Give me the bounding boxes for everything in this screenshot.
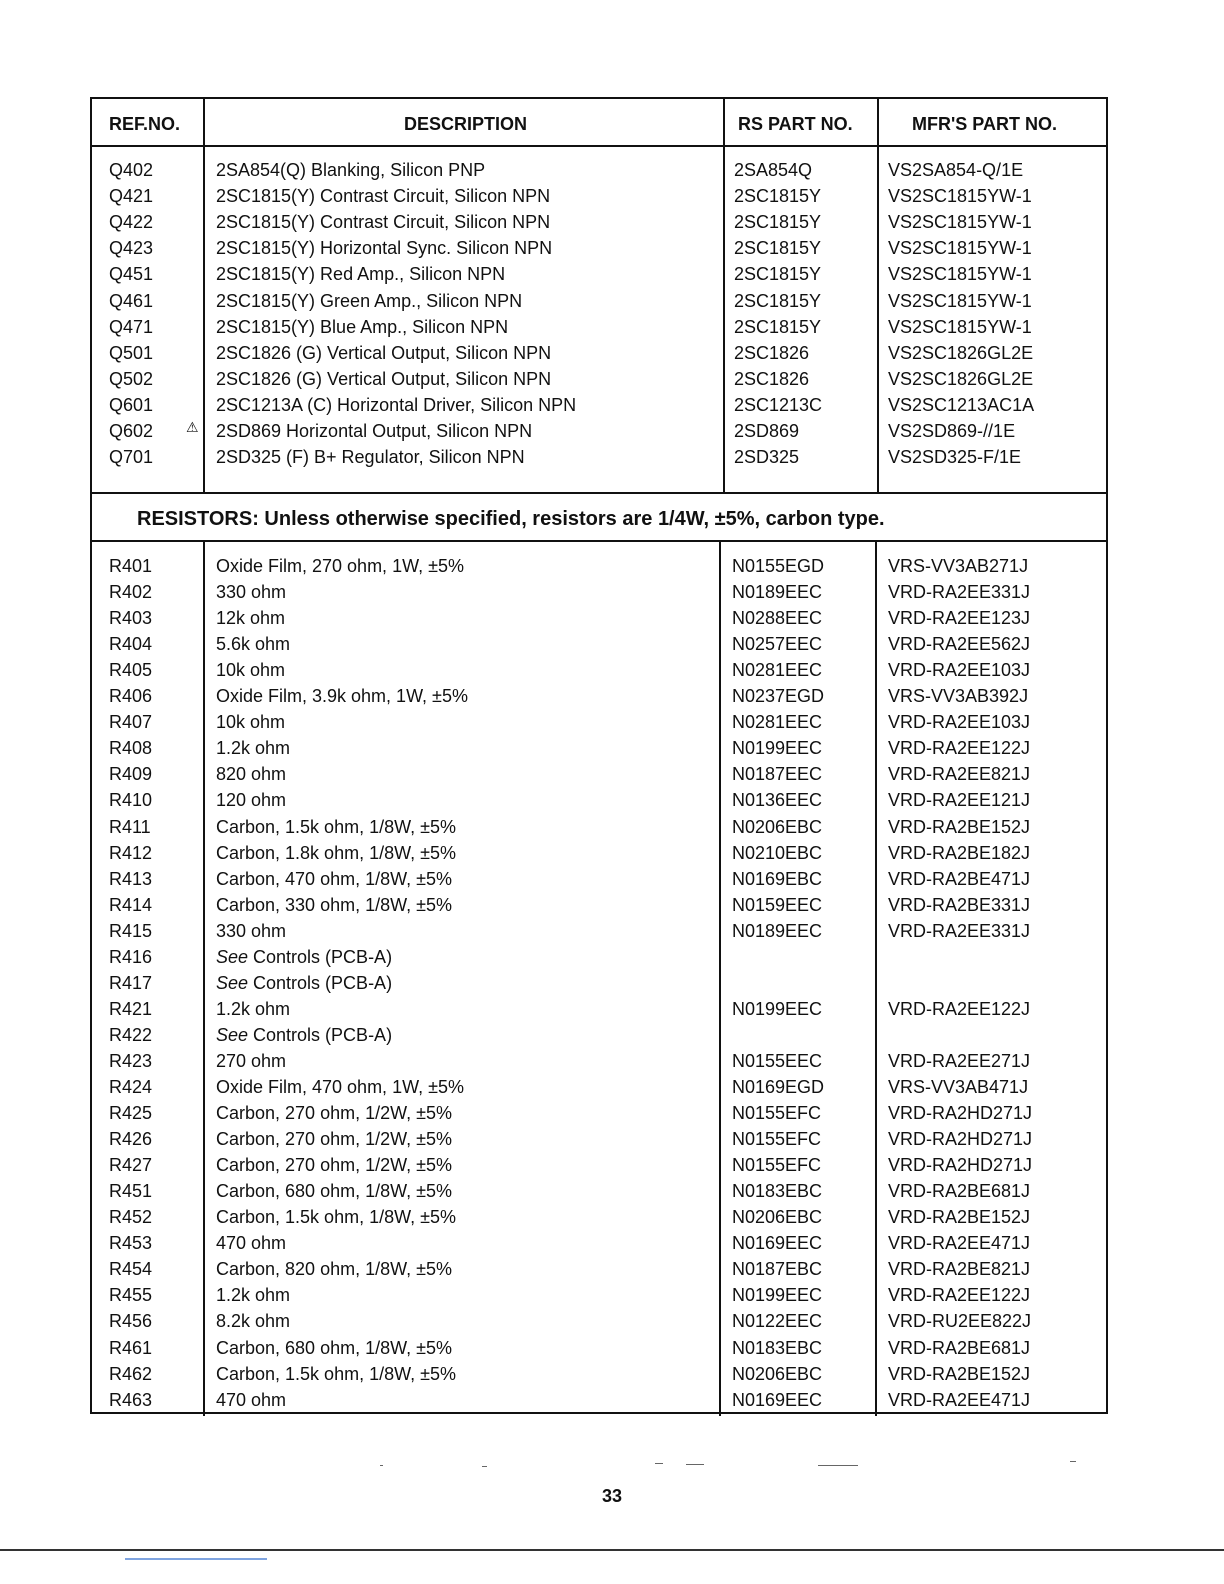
rs-part-no-cell: N0206EBC [732, 1207, 823, 1228]
ref-no-cell: Q701 [109, 447, 154, 468]
rs-part-no-cell: 2SC1815Y [734, 264, 822, 285]
description-cell: 1.2k ohm [216, 998, 291, 1019]
rs-part-no-cell: N0281EEC [732, 712, 823, 733]
description-cell: 2SC1826 (G) Vertical Output, Silicon NPN [216, 368, 552, 389]
rs-part-no-cell: N0122EEC [732, 1311, 823, 1332]
header-ref-no: REF.NO. [109, 114, 181, 134]
rs-part-no-cell: N0288EEC [732, 608, 823, 629]
table-row [92, 235, 1106, 261]
description-cell: 120 ohm [216, 790, 287, 811]
table-row [92, 735, 1106, 761]
table-row [92, 1100, 1106, 1126]
mfr-part-no-cell: VS2SD869-//1E [888, 421, 1016, 441]
table-row [92, 1361, 1106, 1387]
table-row [92, 288, 1106, 314]
scan-speck [482, 1466, 487, 1467]
mfr-part-no-cell: VRD-RA2BE152J [888, 1363, 1031, 1384]
table-row [92, 657, 1106, 683]
table-row [92, 1387, 1106, 1413]
rs-part-no-cell: N0237EGD [732, 686, 825, 707]
description-cell: Carbon, 1.5k ohm, 1/8W, ±5% [216, 1207, 456, 1228]
rs-part-no-cell: N0187EBC [732, 1259, 823, 1280]
rs-part-no-cell: N0155EGD [732, 556, 825, 576]
ref-no-cell: Q602 [109, 421, 154, 441]
table-row [92, 605, 1106, 631]
ref-no-cell: Q471 [109, 316, 154, 337]
table-row [92, 840, 1106, 866]
header-description: DESCRIPTION [404, 114, 528, 134]
mfr-part-no-cell: VRD-RA2HD271J [888, 1155, 1033, 1176]
mfr-part-no-cell: VRS-VV3AB271J [888, 556, 1029, 576]
rs-part-no-cell: N0189EEC [732, 582, 823, 603]
mfr-part-no-cell: VRD-RA2EE103J [888, 660, 1031, 681]
rs-part-no-cell: 2SA854Q [734, 160, 813, 180]
table-row [92, 683, 1106, 709]
rs-part-no-cell: N0159EEC [732, 894, 823, 915]
ref-no-cell: R412 [109, 842, 153, 863]
table-row [92, 1178, 1106, 1204]
rs-part-no-cell: N0187EEC [732, 764, 823, 785]
rs-part-no-cell: N0206EBC [732, 1363, 823, 1384]
table-row [92, 1282, 1106, 1308]
description-cell: Carbon, 470 ohm, 1/8W, ±5% [216, 868, 453, 889]
header-mfr-part-no: MFR'S PART NO. [912, 114, 1057, 134]
description-cell: 8.2k ohm [216, 1311, 291, 1332]
rs-part-no-cell: N0281EEC [732, 660, 823, 681]
ref-no-cell: R425 [109, 1103, 153, 1124]
rs-part-no-cell: N0155EFC [732, 1129, 822, 1150]
ref-no-cell: R411 [109, 816, 151, 837]
mfr-part-no-cell: VRD-RA2EE271J [888, 1050, 1031, 1071]
mfr-part-no-cell: VRD-RA2BE821J [888, 1259, 1031, 1280]
rs-part-no-cell: 2SD325 [734, 447, 800, 468]
ref-no-cell: R401 [109, 556, 153, 576]
mfr-part-no-cell: VRD-RA2EE103J [888, 712, 1031, 733]
rs-part-no-cell: 2SC1815Y [734, 186, 822, 207]
mfr-part-no-cell: VRD-RA2BE182J [888, 842, 1031, 863]
mfr-part-no-cell: VRS-VV3AB471J [888, 1077, 1029, 1097]
rs-part-no-cell: 2SC1815Y [734, 212, 822, 233]
mfr-part-no-cell: VS2SC1815YW-1 [888, 186, 1032, 207]
description-cell: 5.6k ohm [216, 634, 291, 655]
table-row [92, 814, 1106, 840]
description-text: Controls (PCB-A) [248, 946, 393, 967]
mfr-part-no-cell: VRD-RA2EE331J [888, 920, 1031, 941]
table-row [92, 444, 1106, 470]
ref-no-cell: Q423 [109, 238, 154, 259]
table-row [92, 892, 1106, 918]
scan-speck [655, 1463, 663, 1464]
mfr-part-no-cell: VRD-RA2EE122J [888, 998, 1031, 1019]
mfr-part-no-cell: VS2SC1815YW-1 [888, 212, 1032, 233]
ref-no-cell: Q601 [109, 394, 154, 415]
ref-no-cell: R461 [109, 1337, 153, 1358]
mfr-part-no-cell: VRD-RA2HD271J [888, 1103, 1033, 1124]
ref-no-cell: R416 [109, 946, 153, 967]
mfr-part-no-cell: VS2SC1815YW-1 [888, 290, 1032, 311]
mfr-part-no-cell: VRD-RA2EE123J [888, 608, 1031, 629]
see-label: See [216, 972, 249, 993]
description-cell: 2SC1815(Y) Contrast Circuit, Silicon NPN [216, 186, 551, 207]
mfr-part-no-cell: VRD-RA2BE152J [888, 816, 1031, 837]
description-cell: 2SC1815(Y) Contrast Circuit, Silicon NPN [216, 212, 551, 233]
description-cell: Carbon, 1.8k ohm, 1/8W, ±5% [216, 842, 456, 863]
description-cell: 2SD869 Horizontal Output, Silicon NPN [216, 421, 533, 441]
ref-no-cell: R423 [109, 1050, 153, 1071]
table-row [92, 366, 1106, 392]
description-cell: 10k ohm [216, 712, 286, 733]
mfr-part-no-cell: VRS-VV3AB392J [888, 686, 1029, 707]
ref-no-cell: Q421 [109, 186, 154, 207]
ref-no-cell: R408 [109, 738, 153, 759]
ref-no-cell: R404 [109, 634, 153, 655]
rs-part-no-cell: N0155EFC [732, 1103, 822, 1124]
description-cell: 2SD325 (F) B+ Regulator, Silicon NPN [216, 447, 525, 468]
table-row [92, 761, 1106, 787]
bottom-rule [0, 1549, 1224, 1551]
description-cell: 2SC1815(Y) Red Amp., Silicon NPN [216, 264, 506, 285]
description-cell: Carbon, 270 ohm, 1/2W, ±5% [216, 1155, 453, 1176]
mfr-part-no-cell: VRD-RA2EE122J [888, 738, 1031, 759]
table-row [92, 418, 1106, 444]
description-cell: Carbon, 820 ohm, 1/8W, ±5% [216, 1259, 453, 1280]
table-row [92, 1022, 1106, 1048]
mfr-part-no-cell: VS2SC1826GL2E [888, 342, 1034, 363]
description-cell [216, 1022, 392, 1048]
rs-part-no-cell: N0169EEC [732, 1389, 823, 1410]
ref-no-cell: R405 [109, 660, 153, 681]
mfr-part-no-cell: VRD-RA2EE122J [888, 1285, 1031, 1306]
table-row [92, 1335, 1106, 1361]
table-header [92, 99, 1106, 147]
ref-no-cell: R422 [109, 1024, 153, 1045]
ref-no-cell: R409 [109, 764, 153, 785]
description-cell: 330 ohm [216, 582, 287, 603]
table-row [92, 392, 1106, 418]
ref-no-cell: R415 [109, 920, 153, 941]
see-label: See [216, 1024, 249, 1045]
rs-part-no-cell: 2SC1826 [734, 368, 810, 389]
description-cell: 470 ohm [216, 1233, 287, 1254]
ref-no-cell: Q501 [109, 342, 154, 363]
description-cell: 820 ohm [216, 764, 287, 785]
table-row [92, 183, 1106, 209]
mfr-part-no-cell: VRD-RA2BE331J [888, 894, 1031, 915]
table-row [92, 918, 1106, 944]
description-cell: Oxide Film, 270 ohm, 1W, ±5% [216, 556, 464, 576]
ref-no-cell: R417 [109, 972, 153, 993]
rs-part-no-cell: N0169EBC [732, 868, 823, 889]
see-label: See [216, 946, 249, 967]
table-row [92, 340, 1106, 366]
description-cell: 2SA854(Q) Blanking, Silicon PNP [216, 160, 486, 180]
mfr-part-no-cell: VRD-RA2BE681J [888, 1337, 1031, 1358]
mfr-part-no-cell: VRD-RA2EE821J [888, 764, 1031, 785]
ref-no-cell: R463 [109, 1389, 153, 1410]
ref-no-cell: Q502 [109, 368, 154, 389]
rs-part-no-cell: 2SD869 [734, 421, 800, 441]
ref-no-cell: Q422 [109, 212, 154, 233]
table-row [92, 1152, 1106, 1178]
description-text: Controls (PCB-A) [248, 1024, 393, 1045]
rs-part-no-cell: N0183EBC [732, 1337, 823, 1358]
rs-part-no-cell: N0169EEC [732, 1233, 823, 1254]
resistor-section-header [92, 492, 1106, 542]
rs-part-no-cell: N0183EBC [732, 1181, 823, 1202]
ref-no-cell: R414 [109, 894, 153, 915]
scan-speck [380, 1465, 383, 1466]
mfr-part-no-cell: VS2SC1815YW-1 [888, 238, 1032, 259]
caution-triangle-icon: ⚠ [186, 419, 199, 435]
mfr-part-no-cell: VS2SC1213AC1A [888, 394, 1035, 415]
ref-no-cell: R455 [109, 1285, 153, 1306]
bottom-link-underline [125, 1558, 267, 1560]
mfr-part-no-cell: VS2SA854-Q/1E [888, 160, 1024, 180]
ref-no-cell: R454 [109, 1259, 153, 1280]
description-cell: 2SC1213A (C) Horizontal Driver, Silicon NPN [216, 394, 577, 415]
ref-no-cell: R424 [109, 1077, 153, 1097]
rs-part-no-cell: 2SC1826 [734, 342, 810, 363]
description-cell: 2SC1815(Y) Blue Amp., Silicon NPN [216, 316, 509, 337]
mfr-part-no-cell: VS2SC1815YW-1 [888, 316, 1032, 337]
description-cell: Carbon, 1.5k ohm, 1/8W, ±5% [216, 816, 456, 837]
ref-no-cell: R406 [109, 686, 153, 707]
table-row [92, 157, 1106, 183]
mfr-part-no-cell: VRD-RA2EE471J [888, 1389, 1031, 1410]
mfr-part-no-cell: VRD-RA2EE562J [888, 634, 1031, 655]
ref-no-cell: R453 [109, 1233, 153, 1254]
description-cell: 1.2k ohm [216, 738, 291, 759]
table-row [92, 970, 1106, 996]
description-cell: Oxide Film, 470 ohm, 1W, ±5% [216, 1077, 464, 1097]
description-cell: 12k ohm [216, 608, 286, 629]
description-cell: Carbon, 270 ohm, 1/2W, ±5% [216, 1129, 453, 1150]
scan-speck [686, 1464, 704, 1465]
table-row [92, 709, 1106, 735]
description-cell: 1.2k ohm [216, 1285, 291, 1306]
table-row [92, 553, 1106, 579]
table-row [92, 261, 1106, 287]
ref-no-cell: R402 [109, 582, 153, 603]
table-row [92, 944, 1106, 970]
rs-part-no-cell: 2SC1815Y [734, 290, 822, 311]
table-row [92, 996, 1106, 1022]
table-row [92, 1256, 1106, 1282]
rs-part-no-cell: N0189EEC [732, 920, 823, 941]
rs-part-no-cell: N0210EBC [732, 842, 823, 863]
table-row [92, 1204, 1106, 1230]
ref-no-cell: R452 [109, 1207, 153, 1228]
mfr-part-no-cell: VRD-RU2EE822J [888, 1311, 1032, 1332]
ref-no-cell: Q402 [109, 160, 154, 180]
ref-no-cell: R427 [109, 1155, 153, 1176]
mfr-part-no-cell: VS2SC1815YW-1 [888, 264, 1032, 285]
description-cell: 2SC1826 (G) Vertical Output, Silicon NPN [216, 342, 552, 363]
rs-part-no-cell: N0155EEC [732, 1050, 823, 1071]
rs-part-no-cell: N0169EGD [732, 1077, 825, 1097]
ref-no-cell: R451 [109, 1181, 153, 1202]
rs-part-no-cell: N0155EFC [732, 1155, 822, 1176]
table-row [92, 209, 1106, 235]
mfr-part-no-cell: VS2SD325-F/1E [888, 447, 1022, 468]
rs-part-no-cell: N0206EBC [732, 816, 823, 837]
rs-part-no-cell: N0199EEC [732, 738, 823, 759]
rs-part-no-cell: 2SC1815Y [734, 238, 822, 259]
mfr-part-no-cell: VS2SC1826GL2E [888, 368, 1034, 389]
description-cell: Carbon, 680 ohm, 1/8W, ±5% [216, 1337, 453, 1358]
description-cell [216, 970, 392, 996]
scan-speck [1070, 1461, 1076, 1462]
description-cell: Carbon, 1.5k ohm, 1/8W, ±5% [216, 1363, 456, 1384]
mfr-part-no-cell: VRD-RA2BE152J [888, 1207, 1031, 1228]
ref-no-cell: R413 [109, 868, 153, 889]
description-cell: Oxide Film, 3.9k ohm, 1W, ±5% [216, 686, 468, 707]
rs-part-no-cell: 2SC1815Y [734, 316, 822, 337]
mfr-part-no-cell: VRD-RA2EE331J [888, 582, 1031, 603]
table-row [92, 1126, 1106, 1152]
ref-no-cell: Q461 [109, 290, 154, 311]
table-row [92, 787, 1106, 813]
table-row [92, 1048, 1106, 1074]
table-row [92, 1230, 1106, 1256]
ref-no-cell: R462 [109, 1363, 153, 1384]
ref-no-cell: R456 [109, 1311, 153, 1332]
description-cell: Carbon, 330 ohm, 1/8W, ±5% [216, 894, 453, 915]
mfr-part-no-cell: VRD-RA2EE121J [888, 790, 1031, 811]
description-cell: 330 ohm [216, 920, 287, 941]
ref-no-cell: R403 [109, 608, 153, 629]
page-number: 33 [601, 1486, 623, 1506]
description-cell: 2SC1815(Y) Green Amp., Silicon NPN [216, 290, 523, 311]
header-rs-part-no: RS PART NO. [738, 114, 853, 134]
description-cell: 270 ohm [216, 1050, 287, 1071]
description-cell: 470 ohm [216, 1389, 287, 1410]
description-cell: 10k ohm [216, 660, 286, 681]
ref-no-cell: R407 [109, 712, 153, 733]
mfr-part-no-cell: VRD-RA2HD271J [888, 1129, 1033, 1150]
table-row [92, 866, 1106, 892]
table-row [92, 579, 1106, 605]
resistor-section-note: RESISTORS: Unless otherwise specified, resistors are 1/4W, ±5%, carbon type. [137, 508, 885, 530]
table-row [92, 631, 1106, 657]
rs-part-no-cell: N0257EEC [732, 634, 823, 655]
ref-no-cell: R426 [109, 1129, 153, 1150]
mfr-part-no-cell: VRD-RA2BE471J [888, 868, 1031, 889]
description-cell: 2SC1815(Y) Horizontal Sync. Silicon NPN [216, 238, 553, 259]
rs-part-no-cell: 2SC1213C [734, 394, 823, 415]
ref-no-cell: R421 [109, 998, 153, 1019]
rs-part-no-cell: N0199EEC [732, 1285, 823, 1306]
description-cell: Carbon, 270 ohm, 1/2W, ±5% [216, 1103, 453, 1124]
table-row [92, 1308, 1106, 1334]
ref-no-cell: R410 [109, 790, 153, 811]
mfr-part-no-cell: VRD-RA2BE681J [888, 1181, 1031, 1202]
mfr-part-no-cell: VRD-RA2EE471J [888, 1233, 1031, 1254]
rs-part-no-cell: N0136EEC [732, 790, 823, 811]
ref-no-cell: Q451 [109, 264, 154, 285]
description-cell [216, 944, 392, 970]
description-text: Controls (PCB-A) [248, 972, 393, 993]
parts-table [90, 97, 1108, 1414]
table-row [92, 314, 1106, 340]
description-cell: Carbon, 680 ohm, 1/8W, ±5% [216, 1181, 453, 1202]
table-row [92, 1074, 1106, 1100]
scan-speck [818, 1465, 858, 1466]
rs-part-no-cell: N0199EEC [732, 998, 823, 1019]
